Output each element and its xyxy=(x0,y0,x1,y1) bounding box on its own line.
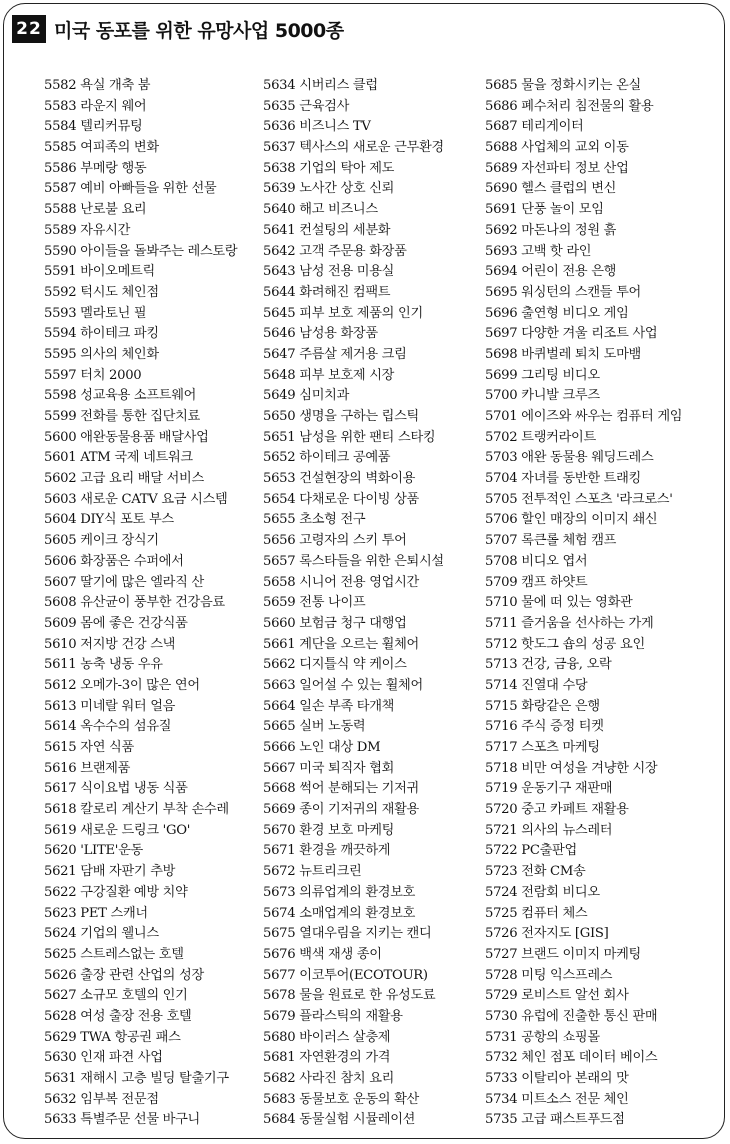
list-item: 5724 전람회 비디오 xyxy=(485,884,600,900)
list-item: 5630 인재 파견 사업 xyxy=(44,1050,163,1066)
list-item: 5659 전통 나이프 xyxy=(263,595,366,611)
list-item: 5636 비즈니스 TV xyxy=(263,119,371,135)
list-item: 5616 브랜제품 xyxy=(44,760,131,776)
list-item: 5710 물에 떠 있는 영화관 xyxy=(485,595,633,611)
list-item: 5619 새로운 드링크 'GO' xyxy=(44,822,191,838)
list-item: 5601 ATM 국제 네트워크 xyxy=(44,450,193,466)
list-item: 5660 보험금 청구 대행업 xyxy=(263,615,407,631)
list-item: 5617 식이요법 냉동 식품 xyxy=(44,781,188,797)
list-item: 5663 일어설 수 있는 휠체어 xyxy=(263,677,423,693)
list-item: 5681 자연환경의 가격 xyxy=(263,1050,391,1066)
list-item: 5623 PET 스캐너 xyxy=(44,905,148,921)
list-item: 5730 유럽에 진출한 통신 판매 xyxy=(485,1008,658,1024)
column-2 xyxy=(263,76,444,1131)
list-item: 5718 비만 여성을 겨냥한 시장 xyxy=(485,760,658,776)
list-item: 5692 마돈나의 정원 흙 xyxy=(485,222,617,238)
list-item: 5678 물을 원료로 한 유성도료 xyxy=(263,988,436,1004)
list-item: 5591 바이오메트릭 xyxy=(44,264,155,280)
list-item: 5727 브랜드 이미지 마케팅 xyxy=(485,946,641,962)
list-item: 5597 터치 2000 xyxy=(44,367,142,383)
list-item: 5641 컨설팅의 세분화 xyxy=(263,222,391,238)
list-item: 5595 의사의 체인화 xyxy=(44,346,159,362)
list-item: 5604 DIY식 포토 부스 xyxy=(44,512,174,528)
list-item: 5735 고급 패스트푸드점 xyxy=(485,1112,625,1128)
list-item: 5707 록큰롤 체험 캠프 xyxy=(485,533,617,549)
list-item: 5665 실버 노동력 xyxy=(263,719,366,735)
list-item: 5653 건설현장의 벽화이용 xyxy=(263,471,416,487)
list-item: 5629 TWA 항공권 패스 xyxy=(44,1029,181,1045)
list-item: 5674 소매업계의 환경보호 xyxy=(263,905,416,921)
list-item: 5626 출장 관련 산업의 성장 xyxy=(44,967,204,983)
list-item: 5594 하이테크 파킹 xyxy=(44,326,159,342)
list-item: 5713 건강, 금융, 오락 xyxy=(485,657,612,673)
list-item: 5686 폐수처리 침전물의 활용 xyxy=(485,98,654,114)
column-3 xyxy=(485,76,682,1131)
list-item: 5672 뉴트리크린 xyxy=(263,864,362,880)
list-item: 5683 동물보호 운동의 확산 xyxy=(263,1091,419,1107)
list-item: 5671 환경을 깨끗하게 xyxy=(263,843,391,859)
list-item: 5689 자선파티 정보 산업 xyxy=(485,160,629,176)
list-item: 5688 사업체의 교외 이동 xyxy=(485,140,629,156)
list-item: 5585 여피족의 변화 xyxy=(44,140,159,156)
list-item: 5668 썩어 분해되는 기저귀 xyxy=(263,781,419,797)
list-item: 5699 그리팅 비디오 xyxy=(485,367,600,383)
list-item: 5729 로비스트 알선 회사 xyxy=(485,988,629,1004)
list-item: 5583 라운지 웨어 xyxy=(44,98,147,114)
list-item: 5711 즐거움을 선사하는 가게 xyxy=(485,615,654,631)
list-item: 5731 공항의 쇼핑몰 xyxy=(485,1029,600,1045)
list-item: 5649 심미치과 xyxy=(263,388,350,404)
item-columns xyxy=(0,76,730,1136)
list-item: 5600 애완동물용품 배달사업 xyxy=(44,429,209,445)
list-item: 5654 다채로운 다이빙 상품 xyxy=(263,491,419,507)
list-item: 5662 디지틀식 약 케이스 xyxy=(263,657,407,673)
list-item: 5598 성교육용 소프트웨어 xyxy=(44,388,197,404)
list-item: 5702 트랭커라이트 xyxy=(485,429,596,445)
list-item: 5635 근육검사 xyxy=(263,98,350,114)
list-item: 5647 주름살 제거용 크림 xyxy=(263,346,407,362)
list-item: 5700 카니발 크루즈 xyxy=(485,388,600,404)
list-item: 5592 턱시도 체인점 xyxy=(44,284,159,300)
list-item: 5673 의류업계의 환경보호 xyxy=(263,884,416,900)
list-item: 5620 'LITE'운동 xyxy=(44,843,143,859)
list-item: 5706 할인 매장의 이미지 쇄신 xyxy=(485,512,658,528)
list-item: 5599 전화를 통한 집단치료 xyxy=(44,409,200,424)
list-item: 5633 특별주문 선물 바구니 xyxy=(44,1112,200,1128)
list-item: 5610 저지방 건강 스낵 xyxy=(44,636,176,652)
list-item: 5664 일손 부족 타개책 xyxy=(263,698,395,714)
list-item: 5666 노인 대상 DM xyxy=(263,740,381,755)
list-item: 5645 피부 보호 제품의 인기 xyxy=(263,305,423,321)
list-item: 5658 시니어 전용 영업시간 xyxy=(263,574,419,590)
list-item: 5586 부메랑 행동 xyxy=(44,160,147,176)
list-item: 5607 딸기에 많은 엘라직 산 xyxy=(44,574,204,590)
list-item: 5650 생명을 구하는 립스틱 xyxy=(263,409,419,424)
list-item: 5587 예비 아빠들을 위한 선물 xyxy=(44,181,217,197)
page-header xyxy=(12,14,344,44)
list-item: 5675 열대우림을 지키는 캔디 xyxy=(263,926,432,942)
list-item: 5715 화랑같은 은행 xyxy=(485,698,600,714)
list-item: 5717 스포츠 마케팅 xyxy=(485,740,600,755)
list-item: 5687 테리게이터 xyxy=(485,119,584,135)
list-item: 5608 유산균이 풍부한 건강음료 xyxy=(44,595,225,611)
list-item: 5655 초소형 전구 xyxy=(263,512,366,528)
list-item: 5726 전자지도 [GIS] xyxy=(485,926,609,942)
list-item: 5676 백색 재생 종이 xyxy=(263,946,382,962)
list-item: 5696 출연형 비디오 게임 xyxy=(485,305,629,321)
list-item: 5732 체인 점포 데이터 베이스 xyxy=(485,1050,658,1066)
list-item: 5622 구강질환 예방 치약 xyxy=(44,884,188,900)
list-item: 5603 새로운 CATV 요금 시스템 xyxy=(44,491,228,507)
list-item: 5632 임부복 전문점 xyxy=(44,1091,159,1107)
list-item: 5705 전투적인 스포츠 '라크로스' xyxy=(485,491,673,507)
list-item: 5634 시버리스 클럽 xyxy=(263,78,378,93)
list-item: 5720 중고 카페트 재활용 xyxy=(485,802,629,818)
list-item: 5643 남성 전용 미용실 xyxy=(263,264,395,280)
list-item: 5584 텔리커뮤팅 xyxy=(44,119,143,135)
list-item: 5661 계단을 오르는 휠체어 xyxy=(263,636,419,652)
list-item: 5627 소규모 호텔의 인기 xyxy=(44,988,188,1004)
list-item: 5684 동물실험 시뮬레이션 xyxy=(263,1112,416,1128)
list-item: 5722 PC출판업 xyxy=(485,843,577,859)
list-item: 5590 아이들을 돌봐주는 레스토랑 xyxy=(44,243,238,259)
list-item: 5624 기업의 웰니스 xyxy=(44,926,159,942)
list-item: 5670 환경 보호 마케팅 xyxy=(263,822,395,838)
list-item: 5642 고객 주문용 화장품 xyxy=(263,243,407,259)
list-item: 5725 컴퓨터 체스 xyxy=(485,905,588,921)
list-item: 5618 칼로리 계산기 부착 손수레 xyxy=(44,802,229,818)
list-item: 5631 재해시 고층 빌딩 탈출기구 xyxy=(44,1071,229,1086)
list-item: 5613 미네랄 워터 얼음 xyxy=(44,698,176,714)
list-item: 5648 피부 보호제 시장 xyxy=(263,367,395,383)
list-item: 5723 전화 CM송 xyxy=(485,864,586,880)
list-item: 5694 어린이 전용 은행 xyxy=(485,264,617,280)
list-item: 5588 난로불 요리 xyxy=(44,202,147,218)
list-item: 5638 기업의 탁아 제도 xyxy=(263,160,395,176)
page-number: 22 xyxy=(12,15,46,43)
list-item: 5611 농축 냉동 우유 xyxy=(44,657,163,673)
list-item: 5679 플라스틱의 재활용 xyxy=(263,1008,403,1024)
list-item: 5628 여성 출장 전용 호텔 xyxy=(44,1008,192,1024)
list-item: 5621 담배 자판기 추방 xyxy=(44,864,176,880)
list-item: 5612 오메가-3이 많은 연어 xyxy=(44,677,200,693)
list-item: 5639 노사간 상호 신뢰 xyxy=(263,181,395,197)
list-item: 5698 바퀴벌레 퇴치 도마뱀 xyxy=(485,346,641,362)
list-item: 5708 비디오 엽서 xyxy=(485,553,588,569)
list-item: 5609 몸에 좋은 건강식품 xyxy=(44,615,188,631)
list-item: 5667 미국 퇴직자 협회 xyxy=(263,760,395,776)
list-item: 5589 자유시간 xyxy=(44,222,131,238)
list-item: 5614 옥수수의 섬유질 xyxy=(44,719,172,735)
list-item: 5685 물을 정화시키는 온실 xyxy=(485,78,641,93)
list-item: 5656 고령자의 스키 투어 xyxy=(263,533,407,549)
list-item: 5734 미트소스 전문 체인 xyxy=(485,1091,629,1107)
list-item: 5602 고급 요리 배달 서비스 xyxy=(44,471,204,487)
list-item: 5669 종이 기저귀의 재활용 xyxy=(263,802,419,818)
list-item: 5697 다양한 겨울 리조트 사업 xyxy=(485,326,658,342)
list-item: 5640 해고 비즈니스 xyxy=(263,202,378,218)
list-item: 5693 고백 핫 라인 xyxy=(485,243,592,259)
list-item: 5719 운동기구 재판매 xyxy=(485,781,613,797)
list-item: 5582 욕실 개축 붐 xyxy=(44,78,151,93)
list-item: 5709 캠프 하얏트 xyxy=(485,574,588,590)
list-item: 5680 바이러스 살충제 xyxy=(263,1029,391,1045)
list-item: 5593 멜라토닌 필 xyxy=(44,305,147,321)
list-item: 5625 스트레스없는 호텔 xyxy=(44,946,184,962)
list-item: 5615 자연 식품 xyxy=(44,740,134,755)
list-item: 5646 남성용 화장품 xyxy=(263,326,378,342)
list-item: 5657 록스타들을 위한 은퇴시설 xyxy=(263,553,444,569)
list-item: 5682 사라진 참치 요리 xyxy=(263,1071,395,1086)
list-item: 5695 워싱턴의 스캔들 투어 xyxy=(485,284,641,300)
list-item: 5691 단풍 놀이 모임 xyxy=(485,202,604,218)
list-item: 5690 헬스 클럽의 변신 xyxy=(485,181,617,197)
list-item: 5652 하이테크 공예품 xyxy=(263,450,391,466)
list-item: 5714 진열대 수당 xyxy=(485,677,588,693)
list-item: 5701 에이즈와 싸우는 컴퓨터 게임 xyxy=(485,409,683,424)
list-item: 5703 애완 동물용 웨딩드레스 xyxy=(485,450,654,466)
list-item: 5651 남성을 위한 팬티 스타킹 xyxy=(263,429,436,445)
page-title: 미국 동포를 위한 유망사업 5000종 xyxy=(54,19,344,42)
list-item: 5721 의사의 뉴스레터 xyxy=(485,822,613,838)
list-item: 5716 주식 증정 티켓 xyxy=(485,719,604,735)
list-item: 5704 자녀를 동반한 트래킹 xyxy=(485,471,641,487)
list-item: 5733 이탈리아 본래의 맛 xyxy=(485,1071,629,1086)
list-item: 5644 화려해진 컴팩트 xyxy=(263,284,391,300)
list-item: 5677 이코투어(ECOTOUR) xyxy=(263,967,428,983)
column-1 xyxy=(44,76,237,1131)
list-item: 5606 화장품은 수퍼에서 xyxy=(44,553,184,569)
list-item: 5605 케이크 장식기 xyxy=(44,533,159,549)
list-item: 5712 핫도그 숍의 성공 요인 xyxy=(485,636,645,652)
list-item: 5728 미팅 익스프레스 xyxy=(485,967,613,983)
list-item: 5637 텍사스의 새로운 근무환경 xyxy=(263,140,444,156)
